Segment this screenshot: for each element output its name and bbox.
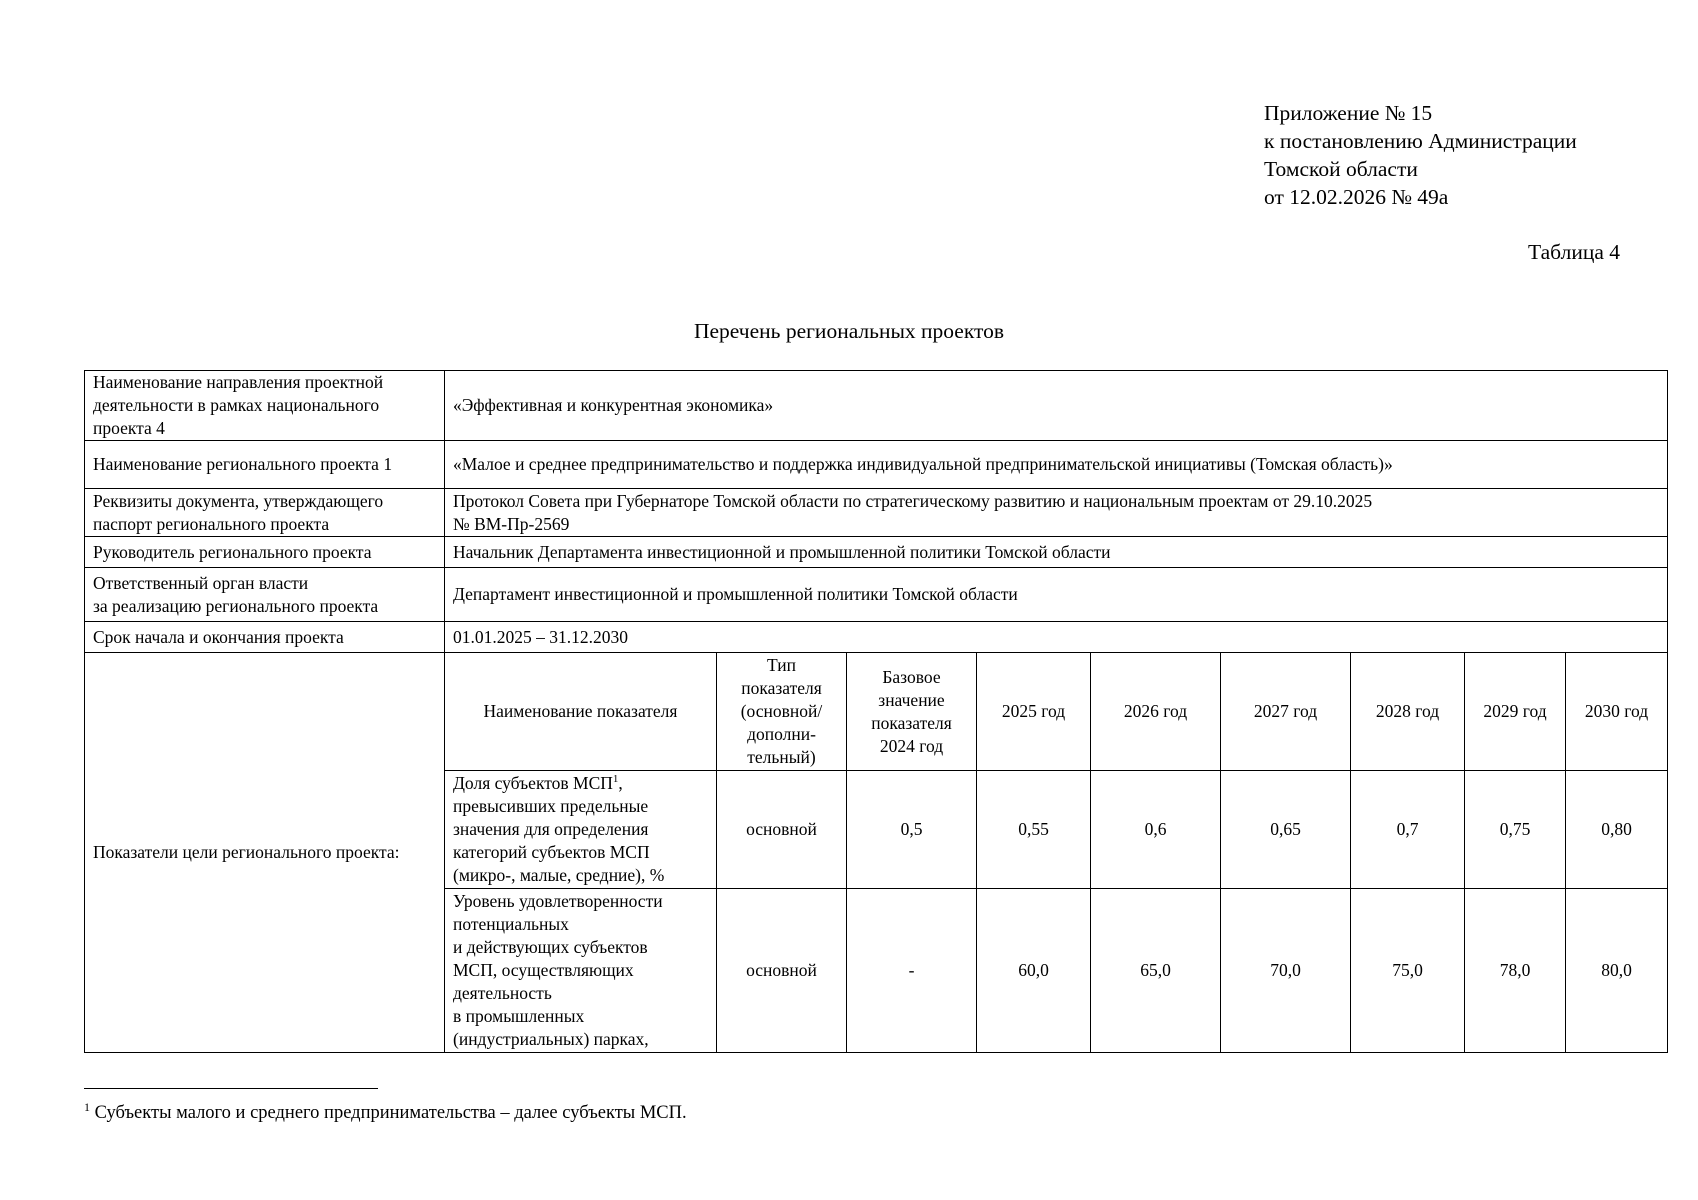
project-label: Наименование регионального проекта 1 (85, 441, 445, 489)
footnote-text: Субъекты малого и среднего предпринимательства – далее субъекты МСП. (90, 1103, 687, 1124)
appendix-header (1264, 99, 1664, 211)
indicator-2026: 65,0 (1091, 889, 1221, 1053)
header-2027: 2027 год (1221, 653, 1351, 771)
indicator-2028: 0,7 (1351, 771, 1465, 889)
header-indicator-type: Тип показателя (основной/ дополни-тельный) (717, 653, 847, 771)
indicator-type: основной (717, 771, 847, 889)
responsible-label-line1: Ответственный орган власти (93, 572, 309, 593)
indicator-name-start: Доля субъектов МСП (453, 773, 613, 793)
indicators-label: Показатели цели регионального проекта: (85, 653, 445, 1053)
page-title: Перечень региональных проектов (693, 319, 1005, 343)
indicator-2027: 70,0 (1221, 889, 1351, 1053)
indicator-2025: 60,0 (977, 889, 1091, 1053)
header-2025: 2025 год (977, 653, 1091, 771)
responsible-label-line2: за реализацию регионального проекта (93, 595, 379, 616)
indicator-2030: 0,80 (1566, 771, 1668, 889)
indicator-name-line: Уровень удовлетворенности (453, 890, 663, 911)
row-project (85, 441, 1668, 489)
direction-label: Наименование направления проектной деятельности в рамках национального проекта 4 (85, 371, 445, 441)
indicator-name-line: потенциальных (453, 913, 569, 934)
indicator-name-line: и действующих субъектов (453, 936, 648, 957)
indicator-2026: 0,6 (1091, 771, 1221, 889)
appendix-resolution: к постановлению Администрации (1264, 129, 1577, 153)
indicator-2027: 0,65 (1221, 771, 1351, 889)
header-indicator-name: Наименование показателя (445, 653, 717, 771)
term-label: Срок начала и окончания проекта (85, 622, 445, 653)
indicator-name (445, 771, 717, 889)
head-value: Начальник Департамента инвестиционной и промышленной политики Томской области (445, 537, 1668, 568)
header-2029: 2029 год (1465, 653, 1566, 771)
indicator-name (445, 889, 717, 1053)
indicator-name-line: (индустриальных) парках, (453, 1028, 649, 1049)
indicator-name-line: МСП, осуществляющих (453, 959, 634, 980)
project-value: «Малое и среднее предпринимательство и поддержка индивидуальной предпринимательской инициативы (Томская область)» (445, 441, 1668, 489)
header-2028: 2028 год (1351, 653, 1465, 771)
footnote-ref: 1 (612, 773, 619, 786)
indicator-name-rest: , превысивших предельные значения для определения категорий субъектов МСП (микро-, малые, средние), % (453, 773, 665, 885)
regional-projects-table (84, 370, 1668, 1053)
direction-value: «Эффективная и конкурентная экономика» (445, 371, 1668, 441)
footnote-divider (84, 1088, 378, 1089)
indicator-2029: 78,0 (1465, 889, 1566, 1053)
document-value-line1: Протокол Совета при Губернаторе Томской области по стратегическому развитию и национальным проектам от 29.10.2025 (453, 490, 1373, 511)
footnote (84, 1100, 687, 1124)
row-document (85, 489, 1668, 537)
indicator-name-line: деятельность (453, 982, 552, 1003)
appendix-date: от 12.02.2026 № 49а (1264, 185, 1449, 209)
indicator-base: - (847, 889, 977, 1053)
document-value (445, 489, 1668, 537)
appendix-number: Приложение № 15 (1264, 101, 1433, 125)
row-term (85, 622, 1668, 653)
responsible-value: Департамент инвестиционной и промышленной политики Томской области (445, 568, 1668, 622)
head-label: Руководитель регионального проекта (85, 537, 445, 568)
header-base-value: Базовое значение показателя 2024 год (847, 653, 977, 771)
indicator-2025: 0,55 (977, 771, 1091, 889)
footnote-mark: 1 (84, 1100, 90, 1114)
indicator-type: основной (717, 889, 847, 1053)
row-head (85, 537, 1668, 568)
indicator-2030: 80,0 (1566, 889, 1668, 1053)
document-value-line2: № ВМ-Пр-2569 (453, 513, 570, 534)
indicator-2029: 0,75 (1465, 771, 1566, 889)
indicator-base: 0,5 (847, 771, 977, 889)
document-label: Реквизиты документа, утверждающего паспорт регионального проекта (85, 489, 445, 537)
indicator-name-line: в промышленных (453, 1005, 585, 1026)
indicator-2028: 75,0 (1351, 889, 1465, 1053)
row-responsible (85, 568, 1668, 622)
appendix-region: Томской области (1264, 157, 1418, 181)
header-2030: 2030 год (1566, 653, 1668, 771)
header-2026: 2026 год (1091, 653, 1221, 771)
indicator-name-clip (453, 890, 708, 1052)
indicators-header-row (85, 653, 1668, 771)
term-value: 01.01.2025 – 31.12.2030 (445, 622, 1668, 653)
row-direction (85, 371, 1668, 441)
responsible-label (85, 568, 445, 622)
table-label: Таблица 4 (1528, 240, 1620, 264)
